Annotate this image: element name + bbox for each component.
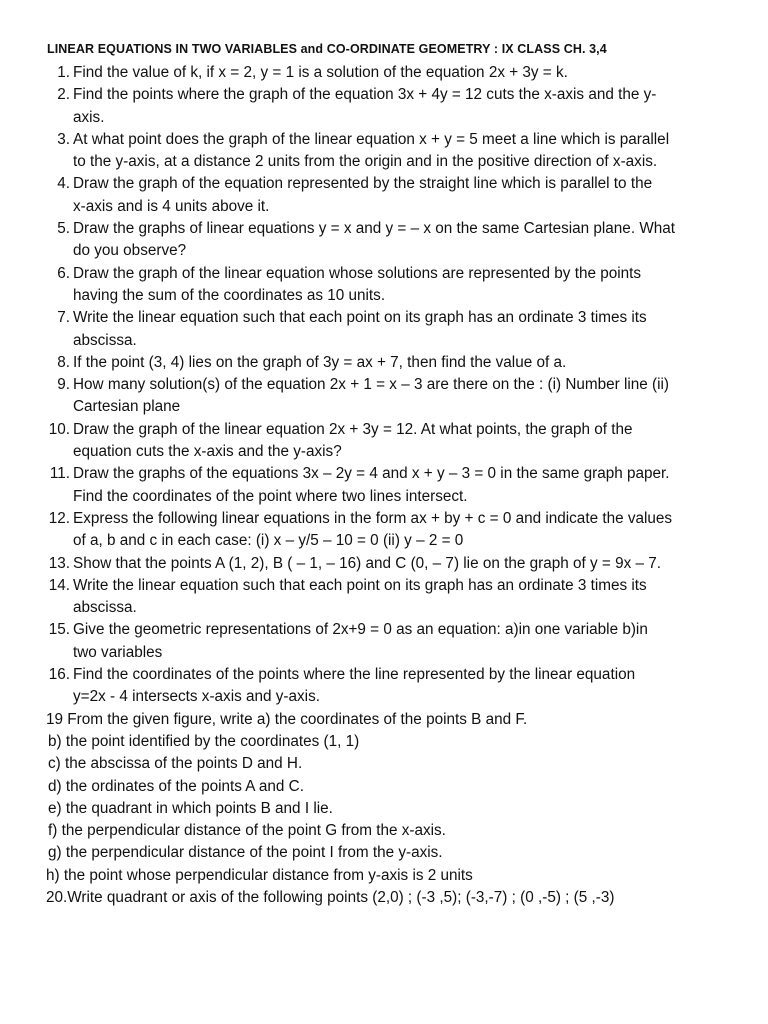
question-text-line: Cartesian plane: [73, 398, 181, 416]
question-text-line: Draw the graphs of linear equations y = x and y = – x on the same Cartesian plane. What: [73, 220, 676, 238]
question-text-line: abscissa.: [73, 599, 137, 617]
question-text-line: x-axis and is 4 units above it.: [73, 197, 270, 215]
question-text-line: Express the following linear equations in the form ax + by + c = 0 and indicate the values: [73, 509, 673, 527]
question-number: 10.: [48, 420, 70, 438]
question-text-line: Find the coordinates of the point where two lines intersect.: [73, 487, 468, 505]
question-text-line: Find the points where the graph of the equation 3x + 4y = 12 cuts the x-axis and the y-: [73, 86, 657, 104]
question-item: [0, 664, 768, 709]
question-item: [0, 553, 768, 575]
question-number: 1.: [57, 64, 70, 81]
question-text-line: of a, b and c in each case: (i) x – y/5 – 10 = 0 (ii) y – 2 = 0: [73, 532, 464, 550]
question-number: 14.: [48, 576, 70, 594]
question-text-line: Give the geometric representations of 2x+9 = 0 as an equation: a)in one variable b)in: [73, 621, 648, 639]
question-19-part: h) the point whose perpendicular distance from y-axis is 2 units: [46, 866, 473, 884]
question-text-line: abscissa.: [73, 331, 137, 349]
question-number: 11.: [49, 465, 70, 483]
question-number: 13.: [48, 554, 70, 572]
question-item: [0, 508, 768, 553]
question-number: 3.: [57, 130, 70, 148]
question-number: 2.: [57, 86, 70, 104]
question-text-line: Show that the points A (1, 2), B ( – 1, – 16) and C (0, – 7) lie on the graph of y = 9x – 7.: [73, 554, 662, 572]
question-19-part: d) the ordinates of the points A and C.: [48, 777, 304, 795]
question-list: [0, 62, 768, 909]
question-item: [0, 84, 768, 129]
question-item: [0, 463, 768, 508]
question-text-line: Draw the graph of the linear equation whose solutions are represented by the points: [73, 264, 642, 282]
question-text-line: Draw the graph of the equation represented by the straight line which is parallel to the: [73, 175, 653, 193]
question-20: 20.Write quadrant or axis of the following points (2,0) ; (-3 ,5); (-3,-7) ; (0 ,-5) ; (5 ,-3): [46, 888, 615, 906]
question-number: 12.: [48, 509, 70, 527]
question-item: [0, 218, 768, 263]
question-number: 7.: [57, 309, 70, 327]
question-item: [0, 62, 768, 84]
question-text-line: equation cuts the x-axis and the y-axis?: [73, 443, 342, 461]
question-text-line: Draw the graphs of the equations 3x – 2y = 4 and x + y – 3 = 0 in the same graph paper.: [73, 465, 670, 483]
question-19-part: e) the quadrant in which points B and I lie.: [48, 799, 333, 817]
question-19-part: f) the perpendicular distance of the point G from the x-axis.: [48, 822, 446, 840]
question-item: [0, 263, 768, 308]
question-item: [0, 374, 768, 419]
question-text-line: Find the coordinates of the points where the line represented by the linear equation: [73, 666, 636, 684]
question-number: 6.: [57, 264, 70, 282]
question-text-line: axis.: [73, 108, 105, 126]
question-text-line: If the point (3, 4) lies on the graph of 3y = ax + 7, then find the value of a.: [73, 353, 567, 371]
question-text-line: two variables: [73, 643, 163, 661]
question-text-line: do you observe?: [73, 242, 187, 260]
question-item: [0, 307, 768, 352]
question-item: [0, 419, 768, 464]
question-text-line: Find the value of k, if x = 2, y = 1 is a solution of the equation 2x + 3y = k.: [73, 64, 568, 81]
question-item: [0, 173, 768, 218]
worksheet-title: LINEAR EQUATIONS IN TWO VARIABLES and CO-ORDINATE GEOMETRY : IX CLASS CH. 3,4: [47, 42, 607, 56]
question-item: [0, 575, 768, 620]
question-item: [0, 619, 768, 664]
question-19-part: c) the abscissa of the points D and H.: [48, 755, 303, 773]
question-text-line: How many solution(s) of the equation 2x + 1 = x – 3 are there on the : (i) Number line (ii): [73, 376, 670, 394]
question-text-line: to the y-axis, at a distance 2 units from the origin and in the positive direction of x-axis.: [73, 153, 658, 171]
question-number: 9.: [57, 376, 70, 394]
question-number: 16.: [48, 666, 70, 684]
question-item: [0, 129, 768, 174]
question-19-intro: 19 From the given figure, write a) the coordinates of the points B and F.: [46, 710, 528, 728]
question-item: [0, 352, 768, 374]
question-text-line: Write the linear equation such that each point on its graph has an ordinate 3 times its: [73, 576, 647, 594]
question-text-line: having the sum of the coordinates as 10 units.: [73, 286, 386, 304]
question-text-line: At what point does the graph of the linear equation x + y = 5 meet a line which is parallel: [73, 130, 670, 148]
question-number: 4.: [57, 175, 70, 193]
question-19-part: g) the perpendicular distance of the point I from the y-axis.: [48, 844, 443, 862]
question-text-line: Write the linear equation such that each point on its graph has an ordinate 3 times its: [73, 309, 647, 327]
question-number: 15.: [48, 621, 70, 639]
question-19-part: b) the point identified by the coordinates (1, 1): [48, 732, 360, 750]
question-text-line: Draw the graph of the linear equation 2x + 3y = 12. At what points, the graph of the: [73, 420, 633, 438]
question-number: 5.: [57, 220, 70, 238]
question-number: 8.: [57, 353, 70, 371]
question-text-line: y=2x - 4 intersects x-axis and y-axis.: [73, 688, 320, 706]
